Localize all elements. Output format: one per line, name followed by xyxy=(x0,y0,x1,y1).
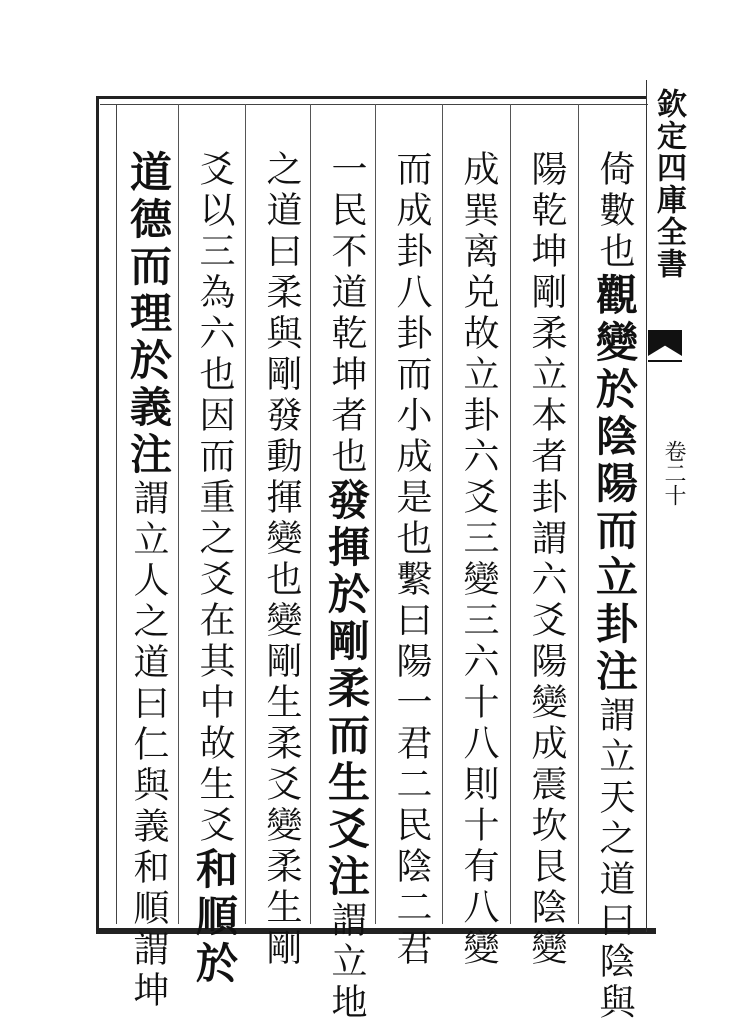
column-rule xyxy=(578,104,579,924)
volume-label: 卷二十 xyxy=(661,440,686,506)
text-column-3: 成巽离兑故立卦六爻三變三六十八則十有八變 xyxy=(458,150,499,970)
text-column-5: 一民不道乾坤者也發揮於剛柔而生爻注謂立地 xyxy=(322,150,371,1024)
frame-bottom-border xyxy=(96,928,656,934)
column-rule xyxy=(510,104,511,924)
text-column-2: 陽乾坤剛柔立本者卦謂六爻陽變成震坎艮陰變 xyxy=(526,150,567,970)
column-rule xyxy=(245,104,246,924)
frame-top-inner-line xyxy=(100,104,648,105)
frame-left-inner-line xyxy=(116,104,117,924)
column-rule xyxy=(178,104,179,924)
fish-tail-mark xyxy=(648,330,682,356)
text-column-4: 而成卦八卦而小成是也繫曰陽一君二民陰二君 xyxy=(391,150,432,970)
collection-title: 欽定四庫全書 xyxy=(651,88,686,280)
margin-border xyxy=(646,80,647,932)
text-column-8: 道德而理於義注謂立人之道曰仁與義和順謂坤 xyxy=(124,150,173,1012)
text-column-1: 倚數也觀變於陰陽而立卦注謂立天之道曰陰與 xyxy=(590,150,639,1024)
fish-tail-line xyxy=(648,360,682,362)
text-column-7: 爻以三為六也因而重之爻在其中故生爻和順於 xyxy=(190,150,239,988)
text-column-6: 之道曰柔與剛發動揮變也變剛生柔爻變柔生剛 xyxy=(261,150,302,970)
column-rule xyxy=(442,104,443,924)
